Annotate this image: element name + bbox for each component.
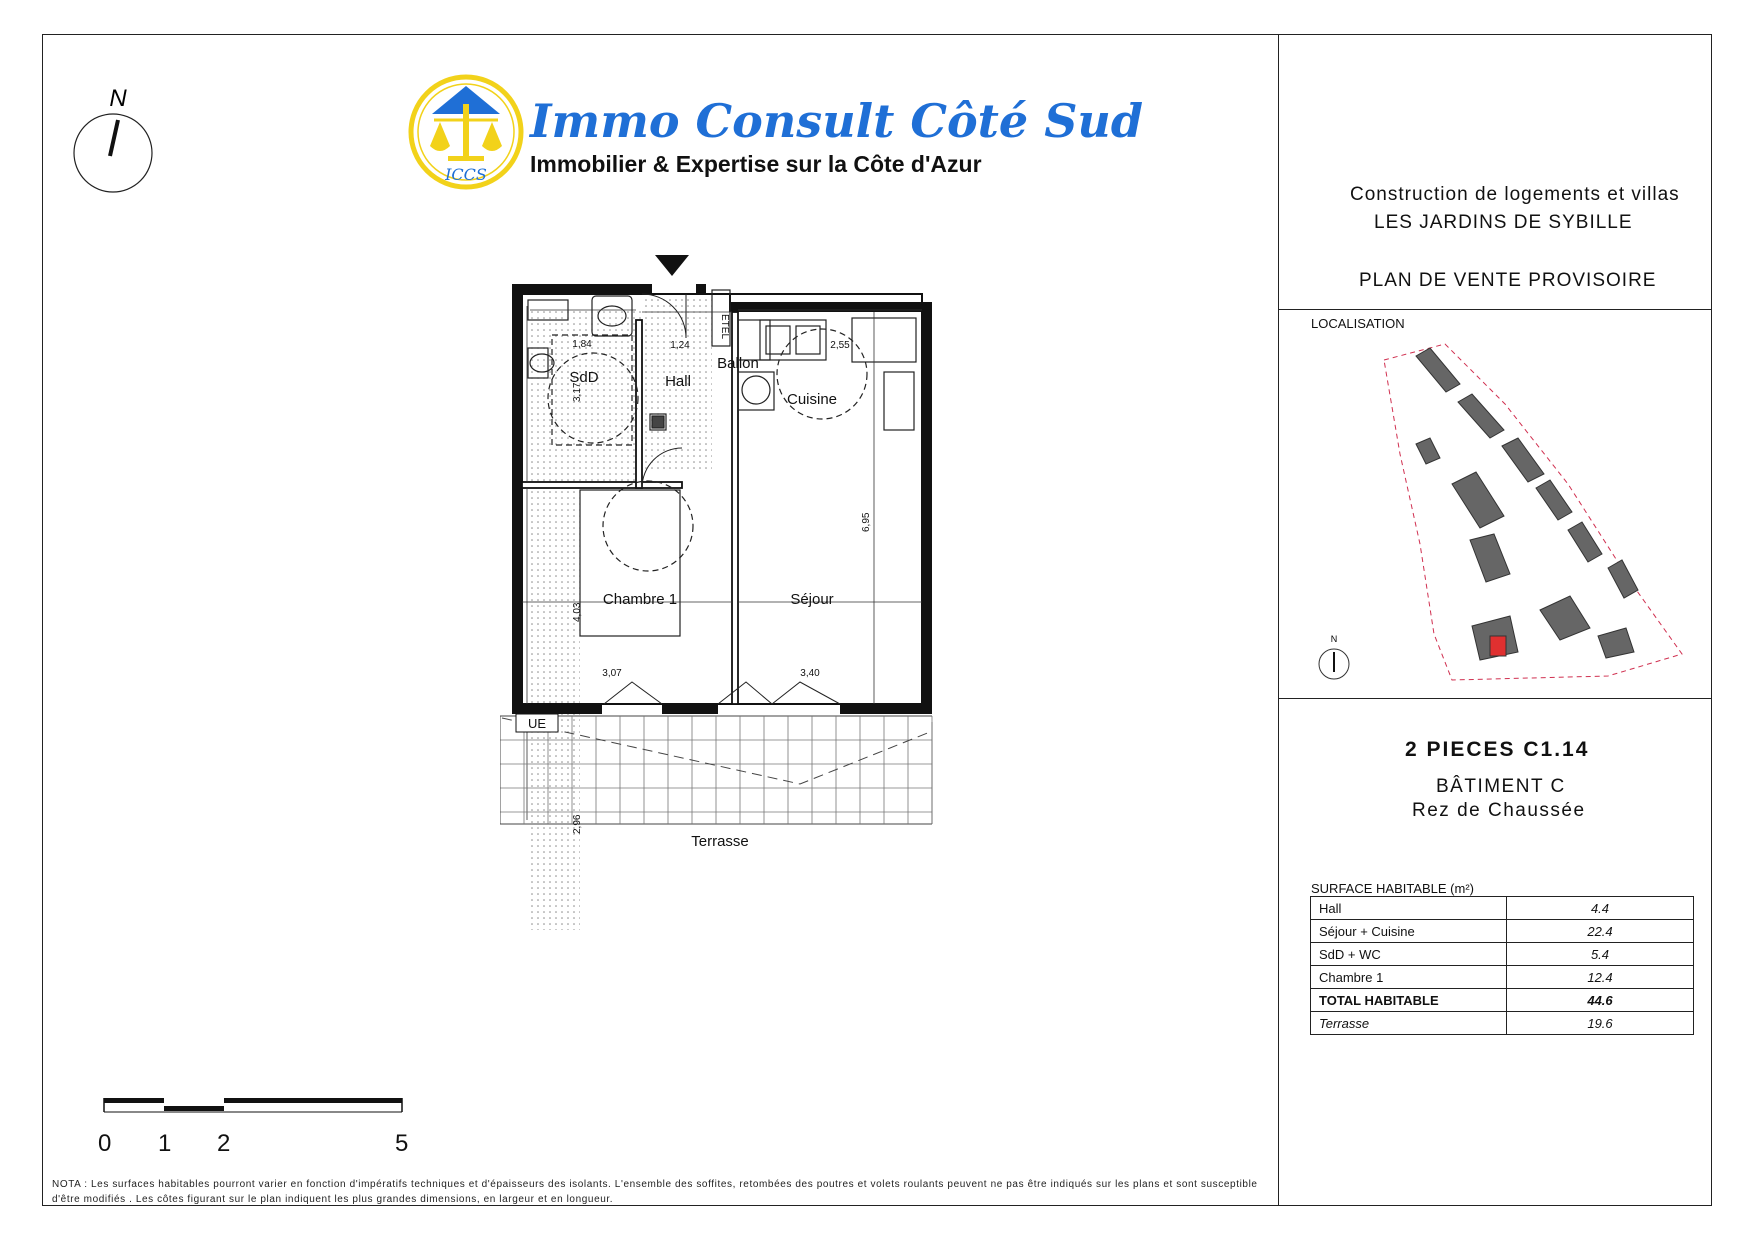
table-row xyxy=(1311,989,1694,1012)
surface-label: SdD + WC xyxy=(1311,943,1507,966)
title-block-separator xyxy=(1278,698,1712,699)
table-row xyxy=(1311,943,1694,966)
surface-label: Séjour + Cuisine xyxy=(1311,920,1507,943)
room-label-ballon: Ballon xyxy=(717,355,759,372)
dim-label: 2,96 xyxy=(572,814,583,834)
north-compass-icon xyxy=(66,76,166,200)
floor-plan xyxy=(500,250,940,930)
table-row xyxy=(1311,920,1694,943)
apartment-title: 2 PIECES C1.14 xyxy=(1405,738,1590,761)
surface-value: 5.4 xyxy=(1507,943,1694,966)
project-line-1: Construction de logements et villas xyxy=(1350,184,1680,205)
dim-label: 3,07 xyxy=(602,668,622,679)
surface-label: TOTAL HABITABLE xyxy=(1311,989,1507,1012)
brand-tagline: Immobilier & Expertise sur la Côte d'Azur xyxy=(530,151,982,177)
dim-label: 1,84 xyxy=(572,339,592,350)
room-label-sejour: Séjour xyxy=(790,591,834,608)
surface-value: 19.6 xyxy=(1507,1012,1694,1035)
surface-value: 44.6 xyxy=(1507,989,1694,1012)
room-label-chambre: Chambre 1 xyxy=(602,591,678,608)
dim-label: 2,55 xyxy=(830,340,850,351)
nota-text: NOTA : Les surfaces habitables pourront varier en fonction d'impératifs techniques et d'épaisseurs des isolants. L'ensemble des soffites, retombées des poutres et volets roulants peuvent ne pas être indiqués sur les plans et sont susceptible d'être modifiés . Les côtes figurant sur le plan indiquent les plus grandes dimensions, en largeur et en longueur. xyxy=(52,1179,1258,1205)
room-label-sdd: SdD xyxy=(569,369,599,386)
surface-table-title: SURFACE HABITABLE (m²) xyxy=(1311,881,1475,896)
title-block-separator xyxy=(1278,309,1712,310)
scale-label: 2 xyxy=(217,1130,231,1157)
surface-label: Chambre 1 xyxy=(1311,966,1507,989)
room-label-hall: Hall xyxy=(665,373,691,390)
room-label-cuisine: Cuisine xyxy=(786,391,838,408)
project-line-2: LES JARDINS DE SYBILLE xyxy=(1374,212,1633,233)
apartment-floor: Rez de Chaussée xyxy=(1412,800,1586,821)
localisation-north-label: N xyxy=(1330,634,1338,644)
dim-label: 3,17 xyxy=(572,382,583,402)
surface-table xyxy=(1310,896,1694,1035)
room-label-etel: ETEL xyxy=(719,314,730,340)
surface-label: Hall xyxy=(1311,897,1507,920)
surface-label: Terrasse xyxy=(1311,1012,1507,1035)
surface-value: 4.4 xyxy=(1507,897,1694,920)
room-label-ue: UE xyxy=(527,716,547,731)
iccs-logo-icon xyxy=(408,74,526,190)
scale-label: 5 xyxy=(395,1130,409,1157)
scale-bar xyxy=(96,1090,416,1160)
table-row xyxy=(1311,1012,1694,1035)
site-location-map xyxy=(1300,334,1710,694)
entrance-arrow-icon xyxy=(655,255,689,276)
north-label: N xyxy=(109,85,127,112)
table-row xyxy=(1311,966,1694,989)
dim-label: 4,03 xyxy=(572,602,583,622)
dim-label: 6,95 xyxy=(861,512,872,532)
table-row xyxy=(1311,897,1694,920)
dim-label: 3,40 xyxy=(800,668,820,679)
apartment-building: BÂTIMENT C xyxy=(1436,776,1566,797)
dim-label: 1,24 xyxy=(670,340,690,351)
brand-name: Immo Consult Côté Sud xyxy=(530,94,1144,148)
scale-label: 0 xyxy=(98,1130,112,1157)
room-label-terrasse: Terrasse xyxy=(691,833,749,850)
surface-value: 22.4 xyxy=(1507,920,1694,943)
project-line-3: PLAN DE VENTE PROVISOIRE xyxy=(1359,270,1657,291)
surface-value: 12.4 xyxy=(1507,966,1694,989)
localisation-title: LOCALISATION xyxy=(1311,316,1405,331)
scale-label: 1 xyxy=(158,1130,172,1157)
title-block-divider xyxy=(1278,34,1279,1206)
logo-text: ICCS xyxy=(445,165,487,184)
